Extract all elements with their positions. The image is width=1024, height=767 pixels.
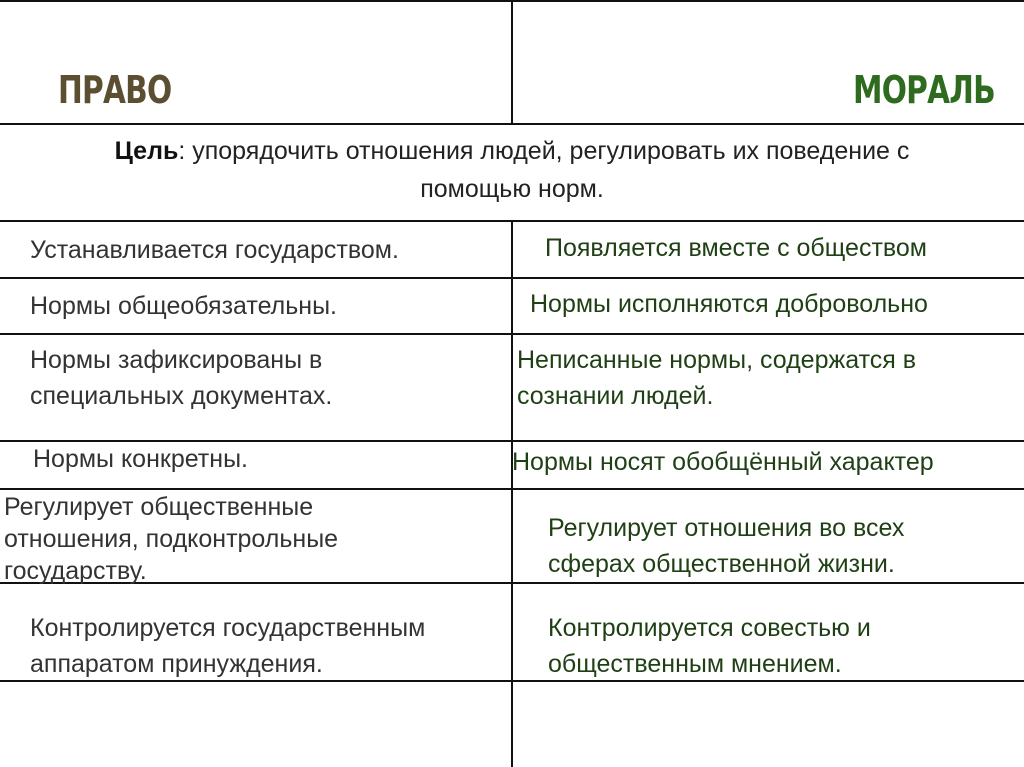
- law-norms-specific: Нормы конкретны.: [33, 445, 248, 473]
- law-norms-mandatory: Нормы общеобязательны.: [30, 292, 337, 320]
- heading-morality: МОРАЛЬ: [853, 68, 995, 112]
- column-divider-bottom: [511, 220, 513, 767]
- header-divider: [0, 123, 1024, 125]
- law-established-by-state: Устанавливается государством.: [30, 236, 399, 264]
- law-regulates-state-relations: Регулирует общественные отношения, подконтрольные государству.: [4, 493, 339, 585]
- goal-line-1: : упорядочить отношения людей, регулировать их поведение с: [178, 137, 910, 165]
- morality-regulates-all-spheres: Регулирует отношения во всех сферах общественной жизни.: [548, 514, 905, 578]
- morality-norms-general: Нормы носят обобщённый характер: [512, 448, 934, 476]
- morality-unwritten-norms: Неписанные нормы, содержатся в сознании людей.: [517, 346, 916, 410]
- morality-controlled-by-conscience: Контролируется совестью и общественным мнением.: [548, 614, 871, 678]
- law-controlled-by-state-apparatus: Контролируется государственным аппаратом принуждения.: [30, 614, 426, 678]
- morality-appears-with-society: Появляется вместе с обществом: [545, 234, 927, 262]
- goal-label: Цель: [114, 137, 179, 165]
- goal-line-2: помощью норм.: [420, 175, 604, 203]
- column-divider-top: [511, 0, 513, 123]
- heading-law: ПРАВО: [58, 68, 172, 112]
- law-norms-fixed-in-documents: Нормы зафиксированы в специальных документах.: [30, 346, 333, 410]
- goal-text: [0, 132, 1024, 208]
- morality-norms-voluntary: Нормы исполняются добровольно: [530, 290, 928, 318]
